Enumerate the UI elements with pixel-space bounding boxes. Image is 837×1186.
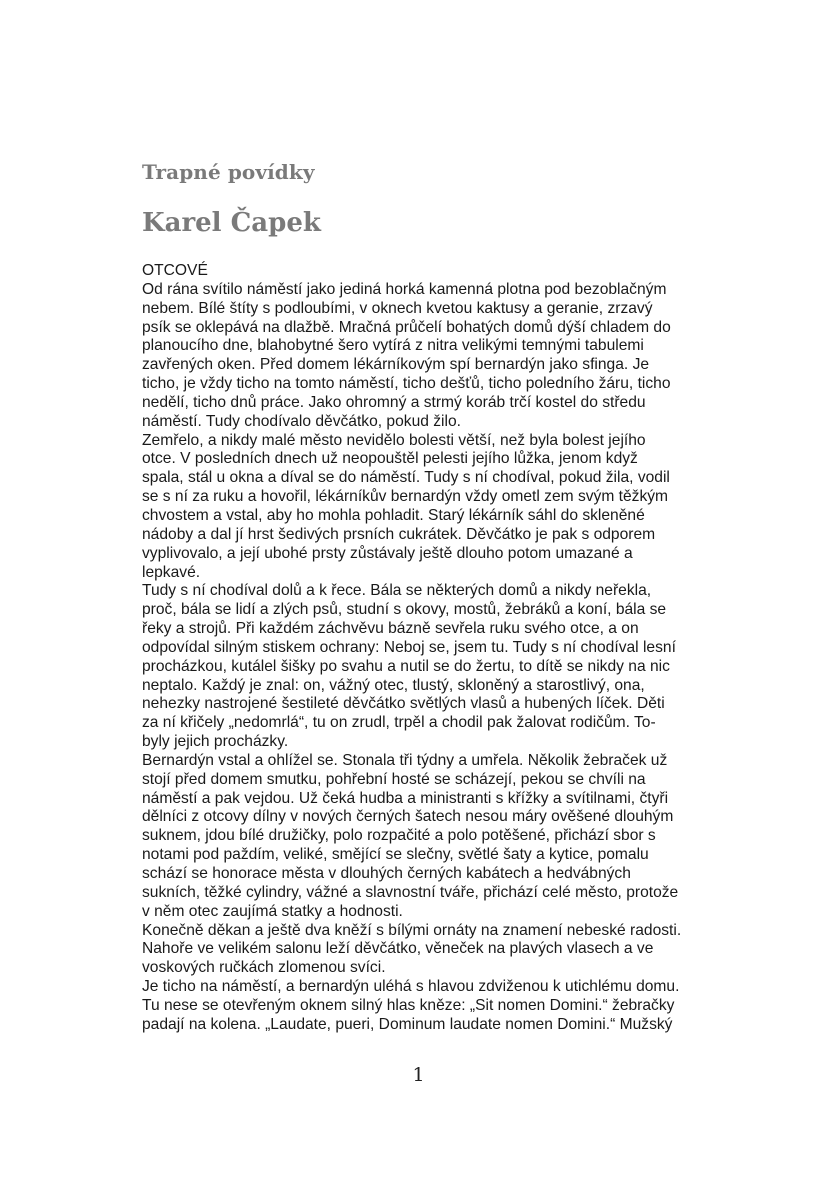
text-line: otce. V posledních dnech už neopouštěl pelesti jejího lůžka, jenom když	[142, 450, 638, 468]
text-line: nedělí, ticho dnů práce. Jako ohromný a strmý koráb trčí kostel do středu	[142, 393, 646, 411]
author-name: Karel Čapek	[142, 208, 321, 238]
text-line: Tudy s ní chodíval dolů a k řece. Bála se některých domů a nikdy neřekla,	[142, 582, 652, 600]
text-line: suknem, jdou bílé družičky, polo rozpačité a polo potěšené, přichází sbor s	[142, 827, 656, 845]
text-line: Zemřelo, a nikdy malé město nevidělo bolesti větší, než byla bolest jejího	[142, 431, 646, 449]
text-line: odpovídal silným stiskem ochrany: Neboj se, jsem tu. Tudy s ní chodíval lesní	[142, 638, 676, 656]
text-line: procházkou, kutálel šišky po svahu a nutil se do žertu, to dítě se nikdy na nic	[142, 657, 670, 675]
text-line: se s ní za ruku a hovořil, lékárníkův bernardýn vždy ometl zem svým těžkým	[142, 488, 669, 506]
text-line: nádoby a dal jí hrst šedivých prsních cukrátek. Děvčátko je pak s odporem	[142, 525, 656, 543]
text-line: za ní křičely „nedomrlá“, tu on zrudl, trpěl a chodil pak žalovat rodičům. To-	[142, 714, 656, 732]
text-line: náměstí a pak vejdou. Už čeká hudba a ministranti s křížky a svítilnami, čtyři	[142, 789, 669, 807]
text-line: sukních, těžké cylindry, vážné a slavnostní tváře, přichází celé město, protože	[142, 883, 679, 901]
text-line: lepkavé.	[142, 563, 201, 581]
text-line: Od rána svítilo náměstí jako jediná horká kamenná plotna pod bezoblačným	[142, 280, 667, 298]
text-line: nebem. Bílé štíty s podloubími, v oknech kvetou kaktusy a geranie, zrzavý	[142, 299, 653, 317]
text-line: Konečně děkan a ještě dva kněží s bílými ornáty na znamení nebeské radosti.	[142, 921, 682, 939]
text-line: stojí před domem smutku, pohřební hosté se scházejí, pekou se chvíli na	[142, 770, 646, 788]
text-line: planoucího dne, blahobytné šero vytírá z nitra velikými temnými tabulemi	[142, 337, 644, 355]
text-line: proč, bála se lidí a zlých psů, studní s okovy, mostů, žebráků a koní, bála se	[142, 601, 667, 619]
text-line: byly jejich procházky.	[142, 733, 289, 751]
text-line: spala, stál u okna a díval se do náměstí. Tudy s ní chodíval, pokud žila, vodil	[142, 469, 670, 487]
book-title: Trapné povídky	[142, 160, 315, 184]
text-line: Bernardýn vstal a ohlížel se. Stonala tři týdny a umřela. Několik žebraček už	[142, 751, 668, 769]
text-line: notami pod paždím, veliké, smějící se slečny, světlé šaty a kytice, pomalu	[142, 846, 649, 864]
text-line: v něm otec zaujímá statky a hodnosti.	[142, 902, 403, 920]
text-line: neptalo. Každý je znal: on, vážný otec, tlustý, skloněný a starostlivý, ona,	[142, 676, 645, 694]
page-number: 1	[412, 1064, 425, 1086]
text-line: padají na kolena. „Laudate, pueri, Dominum laudate nomen Domini.“ Mužský	[142, 1015, 673, 1033]
text-line: Je ticho na náměstí, a bernardýn uléhá s hlavou zdviženou k utichlému domu.	[142, 978, 680, 996]
text-line: dělníci z otcovy dílny v nových černých šatech nesou máry ověšené dlouhým	[142, 808, 674, 826]
text-line: Nahoře ve velikém salonu leží děvčátko, věneček na plavých vlasech a ve	[142, 940, 654, 958]
text-line: voskových ručkách zlomenou svíci.	[142, 959, 386, 977]
text-line: chvostem a vstal, aby ho mohla pohladit. Starý lékárník sáhl do skleněné	[142, 506, 645, 524]
text-line: náměstí. Tudy chodívalo děvčátko, pokud žilo.	[142, 412, 461, 430]
story-heading: OTCOVÉ	[142, 262, 208, 279]
text-line: ticho, je vždy ticho na tomto náměstí, ticho dešťů, ticho poledního žáru, ticho	[142, 375, 671, 393]
text-line: nehezky nastrojené šestileté děvčátko světlých vlasů a hubených líček. Děti	[142, 695, 665, 713]
text-line: zavřených oken. Před domem lékárníkovým spí bernardýn jako sfinga. Je	[142, 356, 650, 374]
text-line: psík se oklepává na dlažbě. Mračná průčelí bohatých domů dýší chladem do	[142, 318, 671, 336]
text-line: schází se honorace města v dlouhých černých kabátech a hedvábných	[142, 865, 631, 882]
text-line: řeky a strojů. Při každém záchvěvu bázně sevřela ruku svého otce, a on	[142, 620, 639, 638]
story-text	[142, 262, 702, 1035]
text-line: vyplivovalo, a její ubohé prsty zůstávaly ještě dlouho potom umazané a	[142, 544, 633, 562]
text-line: Tu nese se otevřeným oknem silný hlas kněze: „Sit nomen Domini.“ žebračky	[142, 996, 675, 1014]
